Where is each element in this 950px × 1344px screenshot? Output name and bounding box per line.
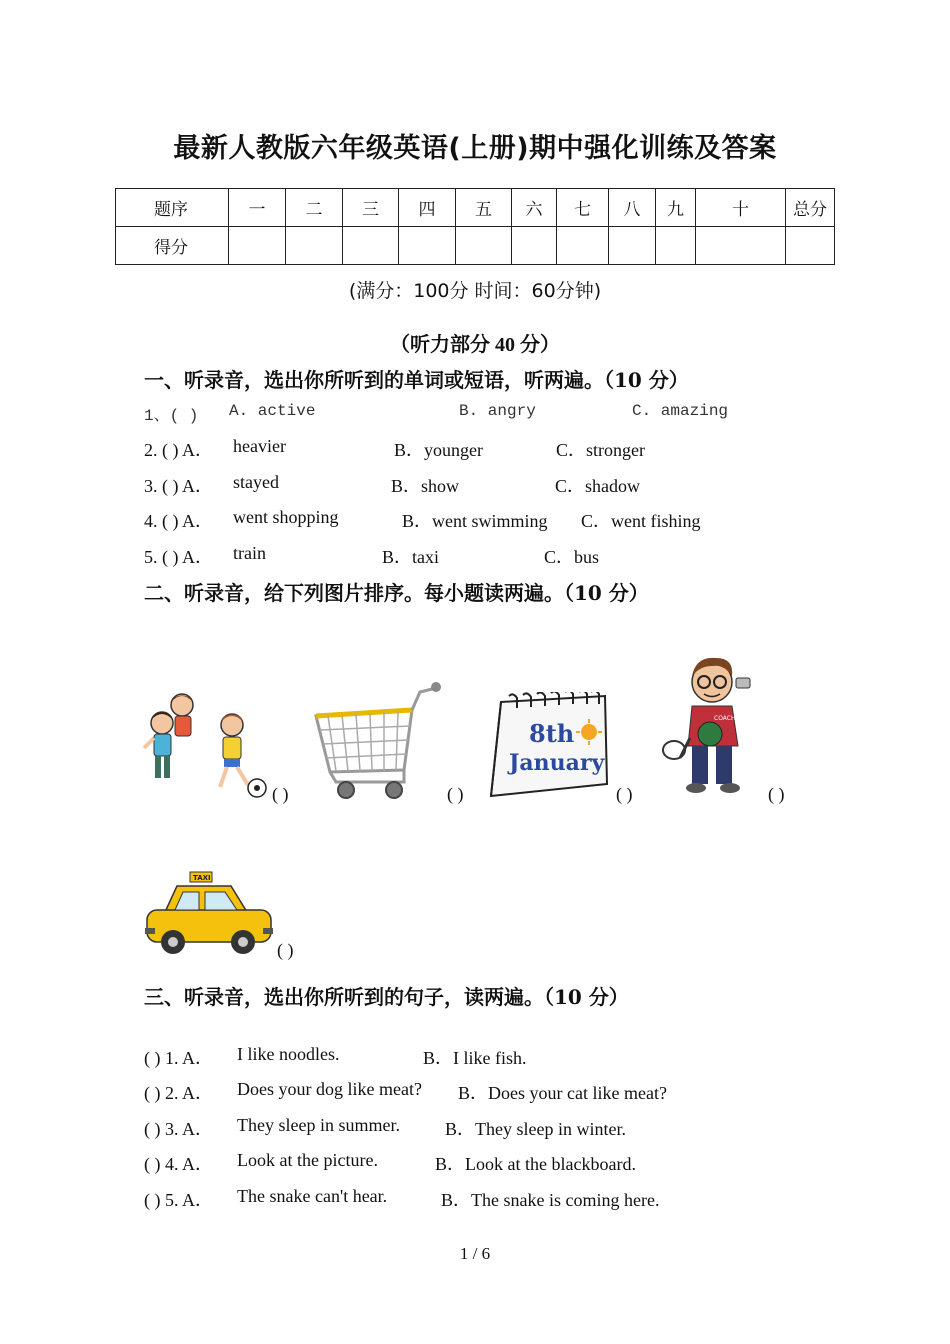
coach-shirt-text: COACH (714, 715, 736, 722)
calendar-month-text: January (509, 750, 605, 776)
score-table-col: 七 (557, 189, 609, 227)
option-c: C. amazing (632, 402, 729, 420)
score-table-score-row (116, 227, 835, 265)
score-cell[interactable] (696, 227, 786, 265)
answer-blank[interactable]: ( ) (272, 784, 289, 804)
exam-info: (满分：100分 时间：60分钟) (348, 280, 602, 302)
score-cell[interactable] (343, 227, 399, 265)
taxi-image (143, 870, 273, 958)
sentence-row (144, 1079, 667, 1105)
option-c: C．bus (544, 547, 600, 567)
sentence-number: ( ) 1. A． (144, 1048, 213, 1068)
score-table-col: 五 (456, 189, 512, 227)
option-b: B．Look at the blackboard. (435, 1154, 636, 1174)
question-row (144, 507, 701, 533)
score-cell[interactable] (512, 227, 557, 265)
score-table-col: 三 (343, 189, 399, 227)
score-table-header-label: 题序 (116, 189, 229, 227)
option-a: stayed (233, 472, 279, 492)
answer-blank[interactable]: ( ) (447, 784, 464, 804)
calendar-day-text: 8th (529, 719, 575, 748)
option-a: The snake can't hear. (237, 1186, 388, 1206)
score-table-header-row (116, 189, 835, 227)
answer-blank[interactable]: ( ) (768, 784, 785, 804)
page-title: 最新人教版六年级英语(上册)期中强化训练及答案 (173, 133, 777, 164)
option-b: B．Does your cat like meat? (458, 1083, 667, 1103)
score-table-col: 一 (229, 189, 286, 227)
question-number: 4. ( ) A． (144, 511, 213, 531)
score-cell[interactable] (557, 227, 609, 265)
option-a: I like noodles. (237, 1044, 340, 1064)
score-table-row-label: 得分 (116, 227, 229, 265)
option-a: They sleep in summer. (237, 1115, 400, 1135)
option-b: B．went swimming (402, 511, 548, 531)
score-cell[interactable] (456, 227, 512, 265)
question-number: 1、( ) (144, 407, 199, 425)
sentence-number: ( ) 2. A． (144, 1083, 213, 1103)
score-table-col: 九 (656, 189, 696, 227)
score-cell[interactable] (786, 227, 835, 265)
answer-blank[interactable]: ( ) (277, 940, 294, 960)
option-b: B. angry (459, 402, 536, 420)
sentence-row (144, 1115, 626, 1141)
sentence-number: ( ) 5. A． (144, 1190, 213, 1210)
option-a: A. active (229, 402, 316, 420)
question-row (144, 472, 640, 498)
question-number: 5. ( ) A． (144, 547, 213, 567)
score-cell[interactable] (229, 227, 286, 265)
option-c: C．shadow (555, 476, 640, 496)
sentence-row (144, 1150, 636, 1176)
shopping-cart-image (312, 678, 444, 802)
option-b: B．taxi (382, 547, 439, 567)
option-a: Look at the picture. (237, 1150, 378, 1170)
question-row (144, 436, 645, 462)
option-b: B．I like fish. (423, 1048, 527, 1068)
taxi-sign-text: TAXI (193, 874, 211, 882)
section1-heading: 一、听录音，选出你所听到的单词或短语，听两遍。（10 分） (144, 368, 689, 392)
score-table-col: 二 (286, 189, 343, 227)
option-c: C．went fishing (581, 511, 701, 531)
coach-image (660, 650, 770, 800)
option-a: went shopping (233, 507, 339, 527)
score-table-col: 六 (512, 189, 557, 227)
question-number: 3. ( ) A． (144, 476, 213, 496)
page-number: 1 / 6 (459, 1244, 491, 1263)
option-b: B．show (391, 476, 460, 496)
option-b: B．The snake is coming here. (441, 1190, 660, 1210)
score-table-total: 总分 (786, 189, 835, 227)
score-table-col: 十 (696, 189, 786, 227)
option-c: C．stronger (556, 440, 645, 460)
section3-heading: 三、听录音，选出你所听到的句子，读两遍。（10 分） (144, 985, 629, 1009)
children-playing-football-image (140, 690, 270, 800)
score-table (115, 188, 835, 265)
option-a: heavier (233, 436, 286, 456)
option-a: Does your dog like meat? (237, 1079, 422, 1099)
section2-heading: 二、听录音，给下列图片排序。每小题读两遍。（10 分） (144, 581, 649, 605)
score-table-col: 四 (399, 189, 456, 227)
sentence-row (144, 1186, 660, 1212)
score-cell[interactable] (399, 227, 456, 265)
question-row (144, 543, 600, 569)
score-table-col: 八 (609, 189, 656, 227)
answer-blank[interactable]: ( ) (616, 784, 633, 804)
score-cell[interactable] (286, 227, 343, 265)
sentence-number: ( ) 4. A． (144, 1154, 213, 1174)
option-b: B．younger (394, 440, 483, 460)
calendar-image (487, 692, 611, 802)
sentence-row (144, 1044, 527, 1070)
question-row (144, 402, 729, 425)
listening-part-label: （听力部分 40 分） (390, 334, 560, 356)
sentence-number: ( ) 3. A． (144, 1119, 213, 1139)
question-number: 2. ( ) A． (144, 440, 213, 460)
score-cell[interactable] (609, 227, 656, 265)
score-cell[interactable] (656, 227, 696, 265)
option-a: train (233, 543, 266, 563)
option-b: B．They sleep in winter. (445, 1119, 626, 1139)
